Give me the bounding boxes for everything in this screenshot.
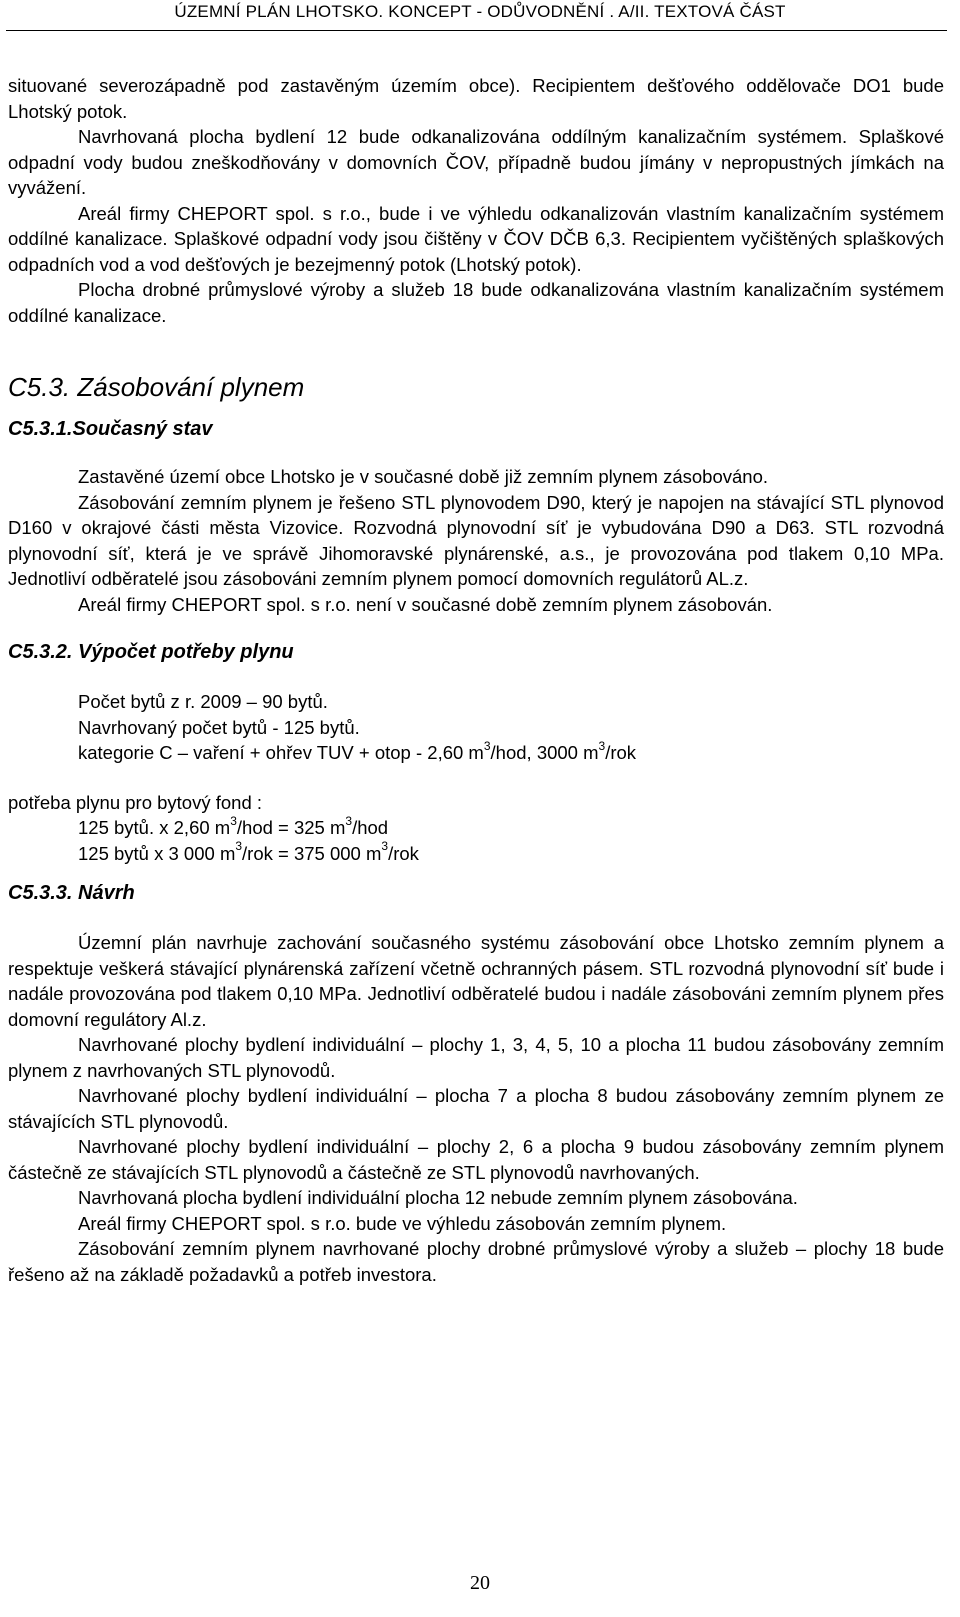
paragraph: Navrhované plochy bydlení individuální – plochy 2, 6 a plocha 9 budou zásobovány zemním plynem částečně ze stávajících STL plynovodů a částečně ze STL plynovodů navrhovaných. [8, 1136, 944, 1183]
calc-line: Počet bytů z r. 2009 – 90 bytů. [78, 691, 328, 712]
page-header: ÚZEMNÍ PLÁN LHOTSKO. KONCEPT - ODŮVODNĚNÍ . A/II. TEXTOVÁ ČÁST [174, 2, 786, 21]
document-body [8, 73, 944, 1287]
paragraph: situované severozápadně pod zastavěným územím obce). Recipientem dešťového oddělovače DO1 bude Lhotský potok. [8, 75, 944, 122]
calc-line: 125 bytů x 3 000 $m^3$/rok = 375 000 $m^3$/rok [78, 839, 419, 864]
subsection-heading: C5.3.1.Současný stav [8, 418, 213, 440]
subsection-heading: C5.3.2. Výpočet potřeby plynu [8, 641, 294, 663]
calculation-block [78, 689, 944, 766]
paragraph: Areál firmy CHEPORT spol. s r.o. není v současné době zemním plynem zásobován. [78, 593, 773, 615]
paragraph: Zásobování zemním plynem navrhované plochy drobné průmyslové výroby a služeb – plochy 18 bude řešeno až na základě požadavků a potřeb investora. [8, 1238, 944, 1285]
paragraph: Územní plán navrhuje zachování současného systému zásobování obce Lhotsko zemním plynem a respektuje veškerá stávající plynárenská zařízení včetně ochranných pásem. STL rozvodná plynovodní síť bude i nadále provozována pod tlakem 0,10 MPa. Jednotliví odběratelé budou i nadále zásobováni zemním plynem přes domovní regulátory Al.z. [8, 932, 944, 1030]
demand-block [78, 815, 944, 866]
paragraph: Navrhovaná plocha bydlení individuální plocha 12 nebude zemním plynem zásobována. [78, 1187, 798, 1208]
page-number: 20 [470, 1572, 490, 1594]
calc-line: 125 bytů. x 2,60 $m^3$/hod = 325 $m^3$/hod [78, 813, 389, 838]
calc-line: Navrhovaný počet bytů - 125 bytů. [78, 716, 360, 738]
subsection-heading: C5.3.3. Návrh [8, 882, 135, 904]
calc-line: kategorie C – vaření + ohřev TUV + otop - 2,60 $m^3$/hod, 3000 $m^3$/rok [78, 738, 637, 763]
header-divider [6, 30, 947, 31]
section-heading: C5.3. Zásobování plynem [8, 372, 305, 402]
paragraph: Navrhovaná plocha bydlení 12 bude odkanalizována oddílným kanalizačním systémem. Splaškové odpadní vody budou zneškodňovány v domovních ČOV, případně budou jímány v nepropustných jímkách na vyvážení. [8, 126, 944, 198]
paragraph: Zásobování zemním plynem je řešeno STL plynovodem D90, který je napojen na stávající STL plynovod D160 v okrajové části města Vizovice. Rozvodná plynovodní síť je vybudována D90 a D63. STL rozvodná plynovodní síť, která je ve správě Jihomoravské plynárenské, a.s., je provozována pod tlakem 0,10 MPa. Jednotliví odběratelé jsou zásobováni zemním plynem pomocí domovních regulátorů AL.z. [8, 491, 944, 589]
paragraph: Areál firmy CHEPORT spol. s r.o., bude i ve výhledu odkanalizován vlastním kanalizačním systémem oddílné kanalizace. Splaškové odpadní vody jsou čištěny v ČOV DČB 6,3. Recipientem vyčištěných splaškových odpadních vod a vod dešťových je bezejmenný potok (Lhotský potok). [8, 202, 944, 275]
paragraph: Navrhované plochy bydlení individuální – plochy 1, 3, 4, 5, 10 a plocha 11 budou zásobovány zemním plynem z navrhovaných STL plynovodů. [8, 1034, 944, 1081]
paragraph: Areál firmy CHEPORT spol. s r.o. bude ve výhledu zásobován zemním plynem. [78, 1212, 727, 1234]
demand-label: potřeba plynu pro bytový fond : [8, 791, 263, 813]
paragraph: Plocha drobné průmyslové výroby a služeb 18 bude odkanalizována vlastním kanalizačním systémem oddílné kanalizace. [8, 279, 944, 326]
paragraph: Zastavěné území obce Lhotsko je v současné době již zemním plynem zásobováno. [78, 466, 769, 487]
paragraph: Navrhované plochy bydlení individuální – plocha 7 a plocha 8 budou zásobovány zemním plynem ze stávajících STL plynovodů. [8, 1085, 944, 1132]
